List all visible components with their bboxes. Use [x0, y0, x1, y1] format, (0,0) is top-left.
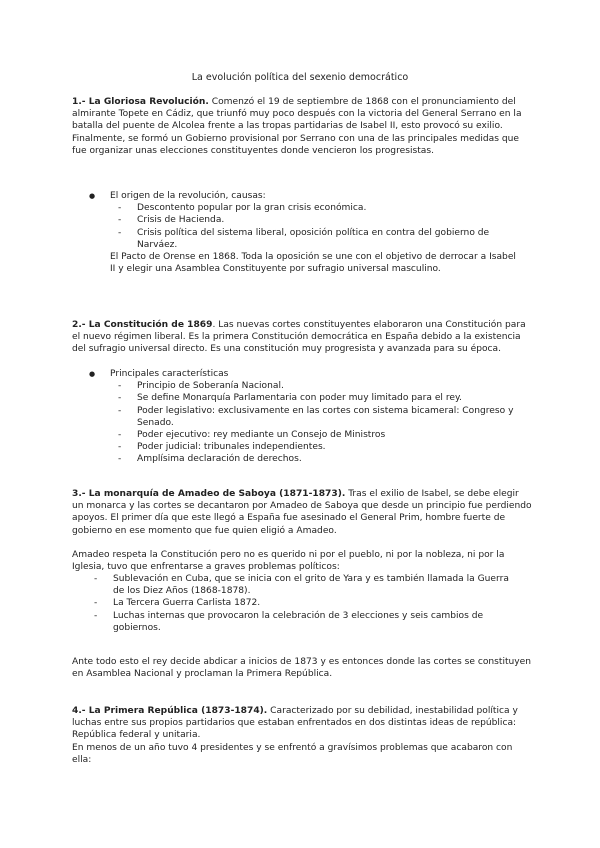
section-4-paragraph	[72, 705, 532, 742]
section-3-heading: 3.- La monarquía de Amadeo de Saboya (1871-1873).	[72, 489, 346, 499]
list-item: - Poder legislativo: exclusivamente en las cortes con sistema bicameral: Congreso y Senado.	[116, 405, 525, 429]
causes-heading: El origen de la revolución, causas:	[110, 191, 266, 201]
section-1-list	[89, 190, 509, 251]
section-2-text: . Las nuevas cortes constituyentes elaboraron una Constitución para el nuevo régimen liberal. Es la primera Constitución democrática en España debido a la existencia del sufragio universal directo. Es una constitución muy progresista y avanzada para su época.	[72, 320, 526, 355]
pact-paragraph: El Pacto de Orense en 1868. Toda la oposición se une con el objetivo de derrocar a Isabel II y elegir una Asamblea Constituyente por sufragio universal masculino.	[110, 252, 516, 275]
section-3-paragraph	[72, 488, 532, 537]
causes-list	[116, 202, 509, 251]
section-1-heading: 1.- La Gloriosa Revolución.	[72, 97, 209, 107]
section-2-list	[89, 368, 525, 466]
problems-list	[92, 573, 522, 634]
list-item: - Principio de Soberanía Nacional.	[116, 380, 525, 392]
features-heading: Principales características	[110, 369, 229, 379]
section-3-text: Tras el exilio de Isabel, se debe elegir un monarca y las cortes se decantaron por Amadeo de Saboya que desde un principio fue perdiendo apoyos. El primer día que este llegó a España fue asesinado el General Prim, hombre fuerte de gobierno en ese momento que fue quien eligió a Amadeo.	[72, 489, 532, 536]
list-item: - Descontento popular por la gran crisis económica.	[116, 202, 509, 214]
section-1-paragraph	[72, 96, 532, 157]
section-2-paragraph	[72, 319, 532, 356]
section-4-heading: 4.- La Primera República (1873-1874).	[72, 706, 268, 716]
list-item: - Luchas internas que provocaron la celebración de 3 elecciones y seis cambios de gobiernos.	[92, 610, 522, 634]
list-item: - Poder ejecutivo: rey mediante un Consejo de Ministros	[116, 429, 525, 441]
list-item: - Crisis de Hacienda.	[116, 214, 509, 226]
section-4-paragraph-2: En menos de un año tuvo 4 presidentes y se enfrentó a gravísimos problemas que acabaron con ella:	[72, 743, 513, 766]
section-1-text: Comenzó el 19 de septiembre de 1868 con el pronunciamiento del almirante Topete en Cádiz, que triunfó muy poco después con la victoria del General Serrano en la batalla del puente de Alcolea frente a las tropas partidarias de Isabel II, esto provocó su exilio. Finalmente, se formó un Gobierno provisional por Serrano con una de las principales medidas que fue organizar unas elecciones constituyentes donde vencieron los progresistas.	[72, 97, 522, 156]
section-2-heading: 2.- La Constitución de 1869	[72, 320, 213, 330]
features-list	[116, 380, 525, 465]
section-3-paragraph-3: Ante todo esto el rey decide abdicar a inicios de 1873 y es entonces donde las cortes se constituyen en Asamblea Nacional y proclaman la Primera República.	[72, 657, 532, 680]
list-item: - La Tercera Guerra Carlista 1872.	[92, 597, 522, 609]
document-title: La evolución política del sexenio democrático	[191, 72, 409, 83]
list-item: - Poder judicial: tribunales independientes.	[116, 441, 525, 453]
list-item: - Sublevación en Cuba, que se inicia con el grito de Yara y es también llamada la Guerra de los Diez Años (1868-1878).	[92, 573, 522, 597]
list-item: - Se define Monarquía Parlamentaria con poder muy limitado para el rey.	[116, 392, 525, 404]
section-4-text: Caracterizado por su debilidad, inestabilidad política y luchas entre sus propios partidarios que estaban enfrentados en dos distintas ideas de república: República federal y unitaria.	[72, 706, 518, 741]
list-item: - Amplísima declaración de derechos.	[116, 453, 525, 465]
list-item	[89, 190, 509, 251]
list-item	[89, 368, 525, 466]
list-item: - Crisis política del sistema liberal, oposición política en contra del gobierno de Narváez.	[116, 227, 509, 251]
section-3-paragraph-2: Amadeo respeta la Constitución pero no es querido ni por el pueblo, ni por la nobleza, ni por la Iglesia, tuvo que enfrentarse a graves problemas políticos:	[72, 550, 505, 573]
